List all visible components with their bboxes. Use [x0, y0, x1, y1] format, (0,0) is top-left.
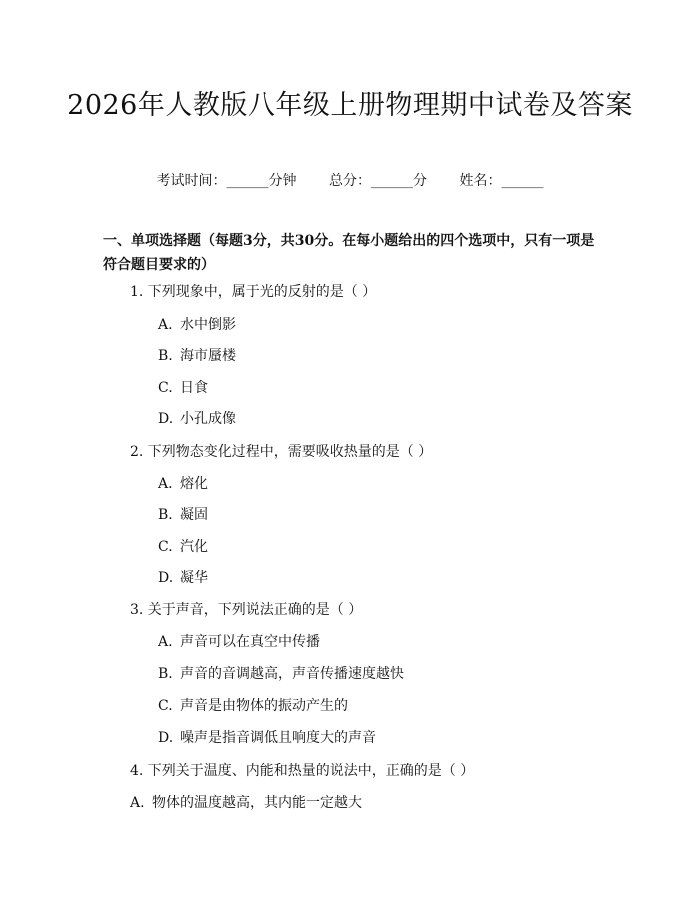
- option[interactable]: [158, 536, 208, 556]
- option[interactable]: [158, 504, 208, 524]
- option-text: 日食: [180, 380, 208, 396]
- option[interactable]: [158, 727, 376, 747]
- option-label: B.: [158, 348, 173, 364]
- option-label: B.: [158, 666, 173, 682]
- option-label: C.: [158, 380, 173, 396]
- option-label: B.: [158, 507, 173, 523]
- option-label: A.: [158, 634, 173, 650]
- option[interactable]: [158, 345, 236, 365]
- option[interactable]: [158, 408, 236, 428]
- option-label: D.: [158, 570, 174, 586]
- option-text: 物体的温度越高，其内能一定越大: [152, 795, 362, 811]
- question-stem: 1. 下列现象中，属于光的反射的是（ ）: [130, 284, 377, 300]
- option[interactable]: [158, 631, 320, 651]
- option-label: D.: [158, 730, 174, 746]
- question-stem: 2. 下列物态变化过程中，需要吸收热量的是（ ）: [130, 444, 433, 460]
- option-label: C.: [158, 698, 173, 714]
- option[interactable]: [158, 695, 348, 715]
- exam-info: [0, 170, 700, 190]
- option-text: 水中倒影: [180, 317, 236, 333]
- section-heading: 一、单项选择题（每题3分，共30分。在每小题给出的四个选项中，只有一项是符合题目要求的）: [103, 233, 595, 273]
- option[interactable]: [158, 567, 208, 587]
- student-name-field: 姓名：______: [459, 173, 544, 189]
- option[interactable]: [158, 314, 236, 334]
- question-stem: 4. 下列关于温度、内能和热量的说法中，正确的是（ ）: [130, 763, 475, 779]
- option-text: 熔化: [180, 476, 208, 492]
- option-text: 小孔成像: [180, 411, 236, 427]
- option-label: A.: [158, 476, 173, 492]
- exam-time-field: 考试时间：______分钟: [156, 173, 297, 189]
- question-stem: 3. 关于声音，下列说法正确的是（ ）: [130, 602, 363, 618]
- option[interactable]: [158, 663, 404, 683]
- option-label: A.: [130, 795, 145, 811]
- option-text: 声音可以在真空中传播: [180, 634, 320, 650]
- option-label: D.: [158, 411, 174, 427]
- option-text: 凝固: [180, 507, 208, 523]
- option[interactable]: [158, 473, 208, 493]
- page-title: 2026年人教版八年级上册物理期中试卷及答案: [67, 90, 633, 121]
- option-label: A.: [158, 317, 173, 333]
- option-text: 凝华: [180, 570, 208, 586]
- option-text: 声音的音调越高，声音传播速度越快: [180, 666, 404, 682]
- option-text: 海市蜃楼: [180, 348, 236, 364]
- option-label: C.: [158, 539, 173, 555]
- option[interactable]: [130, 792, 362, 812]
- option[interactable]: [158, 377, 208, 397]
- option-text: 声音是由物体的振动产生的: [180, 698, 348, 714]
- option-text: 汽化: [180, 539, 208, 555]
- option-text: 噪声是指音调低且响度大的声音: [180, 730, 376, 746]
- total-score-field: 总分：______分: [329, 173, 427, 189]
